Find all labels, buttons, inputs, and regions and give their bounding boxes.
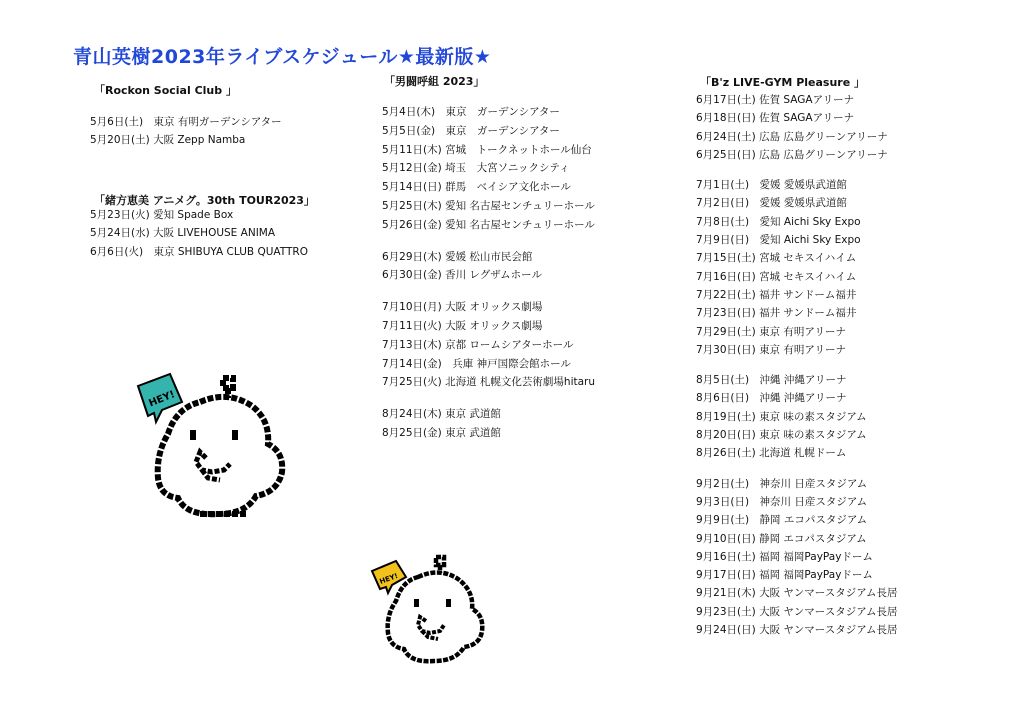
section-heading-rockon: 「Rockon Social Club 」 (94, 84, 237, 97)
list-item: 5月14日(日) 群馬 ベイシア文化ホール (382, 181, 571, 194)
list-gap (696, 359, 898, 371)
list-item: 5月25日(木) 愛知 名古屋センチュリーホール (382, 199, 595, 212)
list-item: 7月14日(金) 兵庫 神戸国際会館ホール (382, 357, 571, 370)
schedule-list-otokogumi (382, 103, 595, 443)
list-item: 7月2日(日) 愛媛 愛媛県武道館 (696, 197, 847, 210)
schedule-list-ogata (90, 206, 308, 261)
section-heading-bz: 「B'z LIVE-GYM Pleasure 」 (700, 76, 866, 89)
list-item: 7月16日(日) 宮城 セキスイハイム (696, 270, 857, 283)
list-item: 9月23日(土) 大阪 ヤンマースタジアム長居 (696, 605, 898, 618)
list-item: 7月1日(土) 愛媛 愛媛県武道館 (696, 179, 847, 192)
list-item: 9月17日(日) 福岡 福岡PayPayドーム (696, 569, 873, 582)
list-item: 9月2日(土) 神奈川 日産スタジアム (696, 477, 868, 490)
list-item: 5月6日(土) 東京 有明ガーデンシアター (90, 116, 282, 128)
list-item: 8月25日(金) 東京 武道館 (382, 426, 501, 439)
list-item: 5月26日(金) 愛知 名古屋センチュリーホール (382, 218, 595, 231)
list-gap (382, 392, 595, 405)
list-item: 9月21日(木) 大阪 ヤンマースタジアム長居 (696, 587, 898, 600)
schedule-list-rockon (90, 113, 282, 150)
list-item: 5月11日(木) 宮城 トークネットホール仙台 (382, 143, 592, 156)
pixel-mouth-small (418, 617, 444, 639)
list-item: 5月12日(金) 埼玉 大宮ソニックシティ (382, 162, 570, 175)
list-item: 5月20日(土) 大阪 Zepp Namba (90, 134, 246, 147)
list-item: 8月5日(土) 沖縄 沖縄アリーナ (696, 374, 847, 387)
list-item: 5月24日(水) 大阪 LIVEHOUSE ANIMA (90, 227, 276, 240)
list-item: 6月25日(日) 広島 広島グリーンアリーナ (696, 148, 888, 161)
list-item: 9月16日(土) 福岡 福岡PayPayドーム (696, 550, 873, 563)
list-item: 8月19日(土) 東京 味の素スタジアム (696, 410, 867, 423)
section-heading-otokogumi: 「男闘呼組 2023」 (384, 75, 485, 88)
list-item: 7月23日(日) 福井 サンドーム福井 (696, 307, 857, 320)
list-item: 8月20日(日) 東京 味の素スタジアム (696, 429, 867, 442)
list-item: 7月8日(土) 愛知 Aichi Sky Expo (696, 215, 861, 228)
pixel-mouth (196, 452, 230, 480)
section-heading-ogata: 「緒方恵美 アニメグ。30th TOUR2023」 (94, 194, 315, 207)
list-gap (382, 235, 595, 248)
list-item: 6月6日(火) 東京 SHIBUYA CLUB QUATTRO (90, 245, 308, 258)
list-item: 9月3日(日) 神奈川 日産スタジアム (696, 495, 868, 508)
list-item: 9月10日(日) 静岡 エコパスタジアム (696, 532, 867, 545)
list-item: 7月10日(月) 大阪 オリックス劇場 (382, 301, 543, 314)
schedule-list-bz (696, 91, 898, 639)
bubble-text-small: HEY! (378, 571, 400, 586)
list-item: 8月6日(日) 沖縄 沖縄アリーナ (696, 392, 847, 405)
list-item: 8月24日(木) 東京 武道館 (382, 408, 501, 421)
list-item: 9月9日(土) 静岡 エコパスタジアム (696, 514, 868, 527)
list-item: 7月15日(土) 宮城 セキスイハイム (696, 252, 857, 265)
list-item: 6月30日(金) 香川 レグザムホール (382, 269, 542, 282)
list-item: 7月13日(木) 京都 ロームシアターホール (382, 338, 574, 351)
list-item: 5月23日(火) 愛知 Spade Box (90, 209, 234, 221)
list-item: 5月5日(金) 東京 ガーデンシアター (382, 124, 560, 137)
list-item: 6月18日(日) 佐賀 SAGAアリーナ (696, 112, 855, 125)
list-item: 7月11日(火) 大阪 オリックス劇場 (382, 319, 543, 332)
mascot-small-icon (370, 553, 490, 671)
list-item: 7月9日(日) 愛知 Aichi Sky Expo (696, 234, 861, 247)
bubble-text: HEY! (147, 389, 177, 410)
list-item: 7月29日(土) 東京 有明アリーナ (696, 325, 846, 338)
list-item: 6月17日(土) 佐賀 SAGAアリーナ (696, 94, 855, 106)
list-item: 9月24日(日) 大阪 ヤンマースタジアム長居 (696, 624, 898, 637)
list-item: 7月30日(日) 東京 有明アリーナ (696, 343, 846, 356)
page-title: 青山英樹2023年ライブスケジュール★最新版★ (73, 46, 492, 68)
list-item: 6月24日(土) 広島 広島グリーンアリーナ (696, 130, 888, 143)
list-gap (382, 285, 595, 298)
list-gap (696, 463, 898, 475)
list-item: 6月29日(木) 愛媛 松山市民会館 (382, 250, 533, 263)
list-item: 8月26日(土) 北海道 札幌ドーム (696, 447, 847, 460)
list-item: 7月25日(火) 北海道 札幌文化芸術劇場hitaru (382, 376, 596, 389)
list-gap (696, 164, 898, 176)
pixel-face-small (414, 599, 451, 607)
list-item: 5月4日(木) 東京 ガーデンシアター (382, 106, 560, 118)
mascot-large-icon (130, 372, 290, 527)
pixel-face (190, 430, 238, 440)
list-item: 7月22日(土) 福井 サンドーム福井 (696, 288, 857, 301)
